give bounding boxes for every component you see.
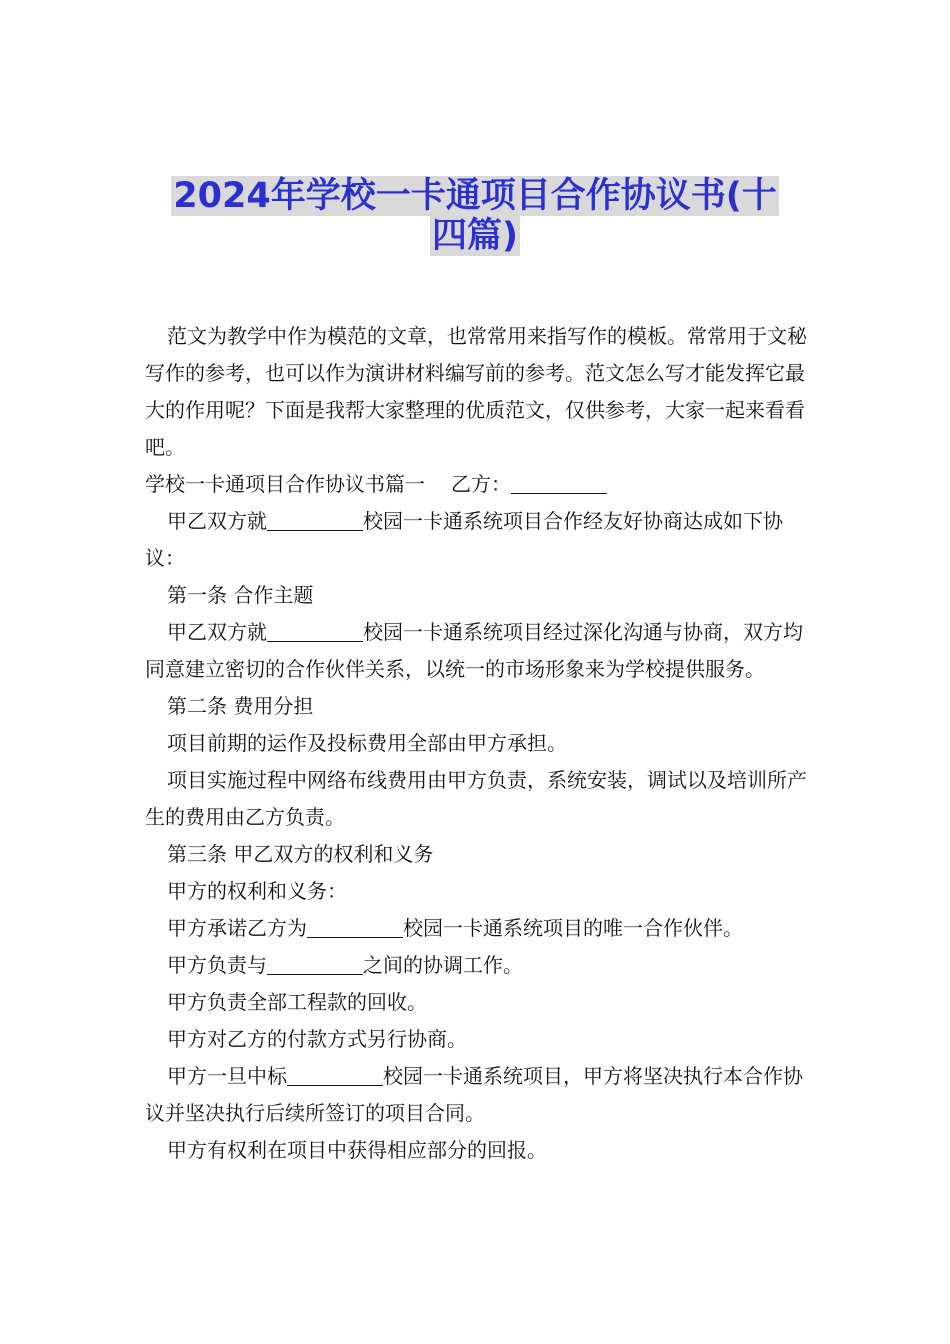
party-b-label: 乙方： <box>451 472 511 496</box>
document-body <box>145 318 810 1169</box>
text-span: 校园一卡通系统项目，甲方将坚决执行本合作协议并坚决执行后续所签订的项目合同。 <box>145 1064 803 1125</box>
text-span: 之间的协调工作。 <box>363 953 523 977</box>
text-span: 甲方负责与 <box>167 953 267 977</box>
text-span: 校园一卡通系统项目的唯一合作伙伴。 <box>403 916 743 940</box>
blank-line <box>267 954 363 975</box>
text-span: 校园一卡通系统项目经过深化沟通与协商，双方均同意建立密切的合作伙伴关系，以统一的市场形象来为学校提供服务。 <box>145 620 803 681</box>
paragraph: 甲方有权利在项目中获得相应部分的回报。 <box>167 1138 547 1162</box>
text-span: 甲方一旦中标 <box>167 1064 287 1088</box>
paragraph: 甲方负责全部工程款的回收。 <box>167 990 427 1014</box>
section-heading-title: 学校一卡通项目合作协议书篇一 <box>145 472 425 496</box>
text-span: 甲乙双方就 <box>167 620 267 644</box>
blank-line <box>287 1065 383 1086</box>
paragraph <box>145 1058 810 1132</box>
text-span: 甲方承诺乙方为 <box>167 916 307 940</box>
title-line-2: 四篇) <box>432 216 518 256</box>
paragraph: 项目前期的运作及投标费用全部由甲方承担。 <box>167 731 567 755</box>
paragraph <box>145 614 810 688</box>
title-line-1: 2024年学校一卡通项目合作协议书(十 <box>173 176 777 216</box>
paragraph <box>145 503 810 577</box>
paragraph <box>145 910 810 947</box>
blank-line <box>307 917 403 938</box>
paragraph: 项目实施过程中网络布线费用由甲方负责，系统安装，调试以及培训所产生的费用由乙方负责。 <box>145 768 807 829</box>
article-heading-2: 第二条 费用分担 <box>167 694 314 718</box>
intro-paragraph: 范文为教学中作为模范的文章，也常常用来指写作的模板。常常用于文秘写作的参考，也可以作为演讲材料编写前的参考。范文怎么写才能发挥它最大的作用呢？下面是我帮大家整理的优质范文，仅供参考，大家一起来看看吧。 <box>145 324 807 459</box>
blank-line <box>267 621 363 642</box>
section-heading <box>145 466 810 503</box>
text-span: 校园一卡通系统项目合作经友好协商达成如下协议： <box>145 509 783 570</box>
blank-line <box>511 473 607 494</box>
paragraph: 甲方对乙方的付款方式另行协商。 <box>167 1027 467 1051</box>
blank-line <box>267 510 363 531</box>
article-heading-3: 第三条 甲乙双方的权利和义务 <box>167 842 434 866</box>
text-span: 甲乙双方就 <box>167 509 267 533</box>
article-heading-1: 第一条 合作主题 <box>167 583 314 607</box>
document-title <box>140 176 810 256</box>
paragraph: 甲方的权利和义务： <box>167 879 347 903</box>
paragraph <box>145 947 810 984</box>
